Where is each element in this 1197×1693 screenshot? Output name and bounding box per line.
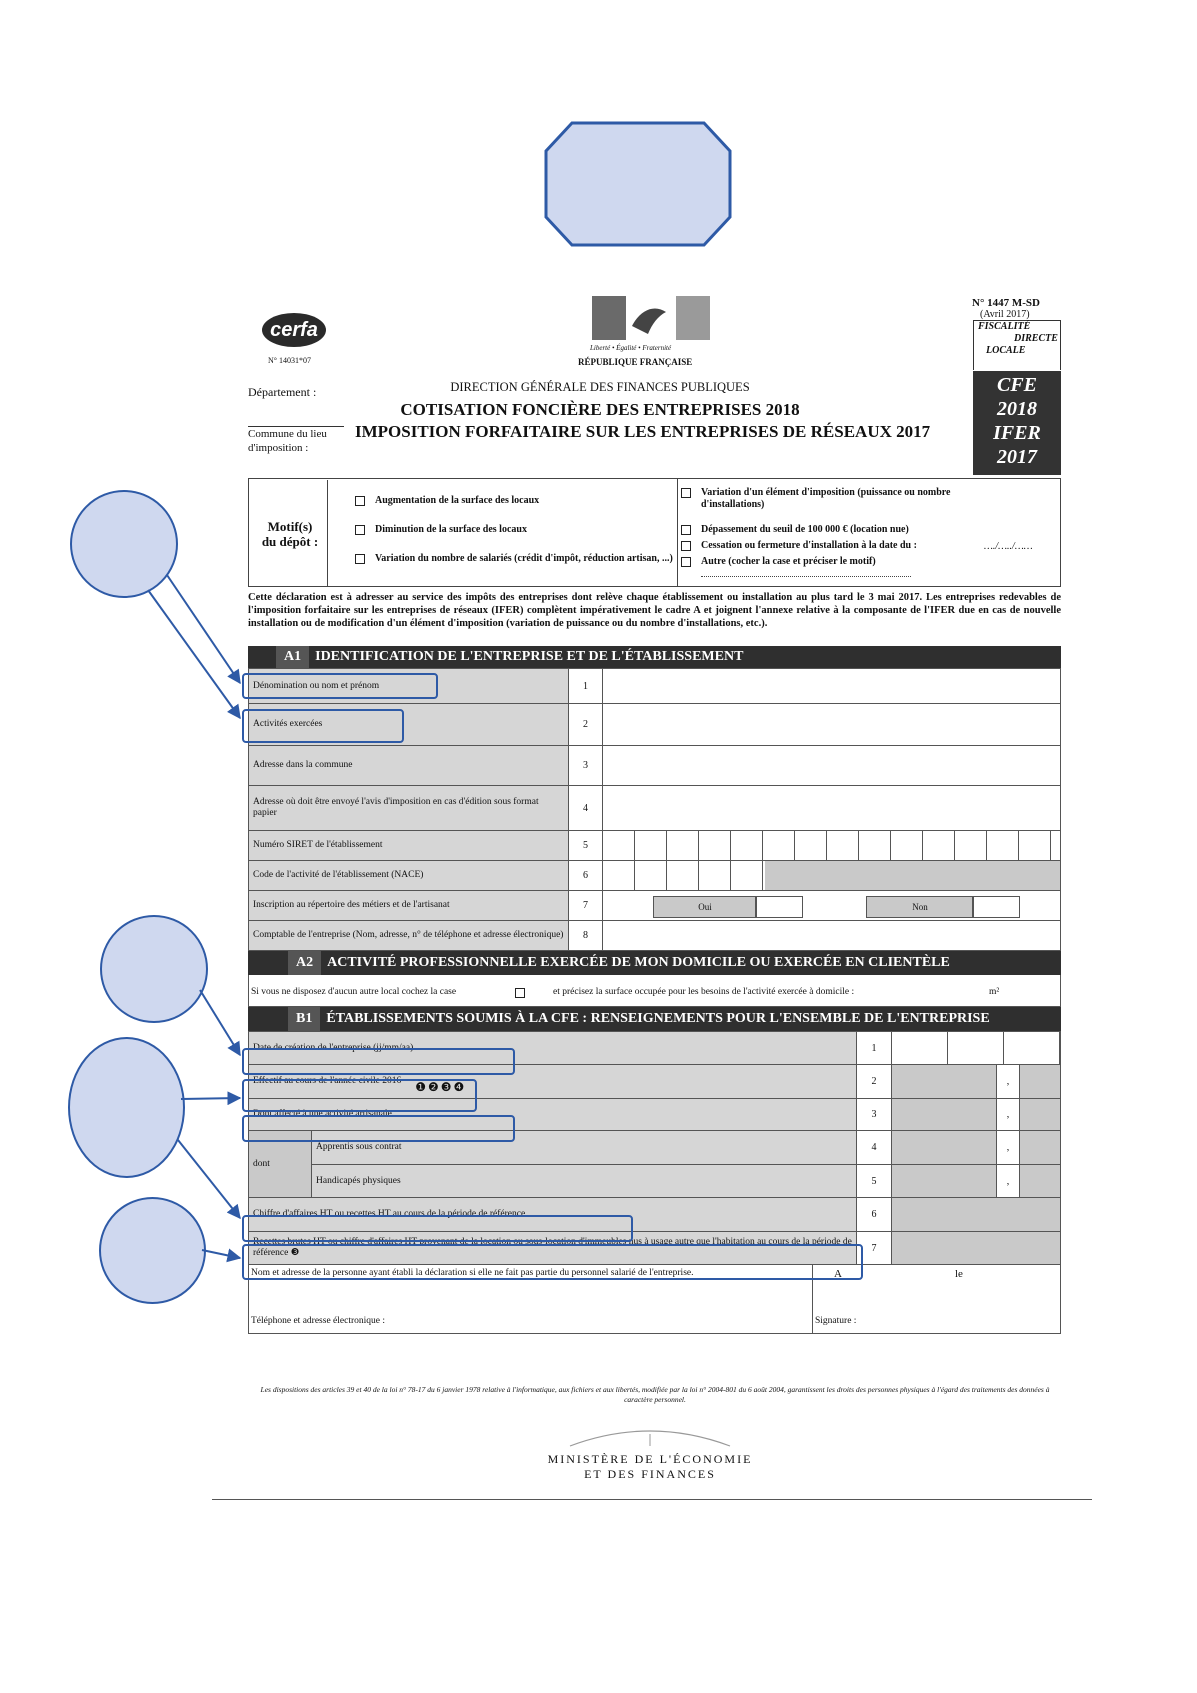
row-label-text: Effectif au cours de l'année civile 2016 (253, 1076, 402, 1086)
ministry-line: ET DES FINANCES (584, 1467, 716, 1481)
row-label: Code de l'activité de l'établissement (NACE) (249, 861, 569, 890)
a2-text-right: et précisez la surface occupée pour les besoins de l'activité exercée à domicile : (553, 987, 855, 997)
row-number: 1 (857, 1032, 892, 1064)
row-number: 3 (857, 1099, 892, 1130)
row-label: Inscription au répertoire des métiers et de l'artisanat (249, 891, 569, 920)
row-label: Apprentis sous contrat (312, 1131, 857, 1164)
section-title: ÉTABLISSEMENTS SOUMIS À LA CFE : RENSEIGNEMENTS POUR L'ENSEMBLE DE L'ENTREPRISE (326, 1011, 990, 1026)
row-number: 7 (569, 891, 603, 920)
ministry-line: MINISTÈRE DE L'ÉCONOMIE (547, 1452, 753, 1466)
fiscal-line: DIRECTE (1014, 333, 1058, 344)
row-number: 1 (569, 669, 603, 703)
row-label: Date de création de l'entreprise (jj/mm/aa) (249, 1032, 857, 1064)
motif-option-label: Dépassement du seuil de 100 000 € (location nue) (701, 524, 909, 535)
non-label: Non (866, 896, 974, 918)
motif-option-label: Autre (cocher la case et préciser le motif) (701, 556, 876, 567)
section-code: B1 (288, 1007, 320, 1031)
badge-line: IFER (993, 422, 1041, 444)
a2-text-left: Si vous ne disposez d'aucun autre local cochez la case (251, 987, 457, 997)
cerfa-number: N° 14031*07 (268, 356, 311, 365)
place-label: A (834, 1268, 842, 1280)
republic-label: RÉPUBLIQUE FRANÇAISE (578, 357, 693, 367)
section-code: A2 (288, 951, 321, 975)
row-number: 6 (569, 861, 603, 890)
row-label: Handicapés physiques (312, 1165, 857, 1197)
row-number: 2 (569, 704, 603, 745)
section-code: A1 (276, 646, 309, 668)
form-date: (Avril 2017) (980, 309, 1030, 320)
cfe-title: COTISATION FONCIÈRE DES ENTREPRISES 2018 (400, 400, 800, 419)
fiscal-line: LOCALE (986, 345, 1026, 356)
legal-footer: Les dispositions des articles 39 et 40 de la loi n° 78-17 du 6 janvier 1978 relative à l'informatique, aux fichiers et aux libertés, modifiée par la loi n° 2004-801 du 6 août 2004, garantissent les droits des personnes physiques à l'égard des traitements des données à caractère personnel. (260, 1385, 1050, 1404)
row-number: 8 (569, 921, 603, 950)
row-label: Numéro SIRET de l'établissement (249, 831, 569, 860)
row-number: 4 (569, 786, 603, 830)
section-title: IDENTIFICATION DE L'ENTREPRISE ET DE L'ÉTABLISSEMENT (315, 649, 744, 664)
dont-label: dont (248, 1130, 312, 1198)
fiscal-line: FISCALITÉ (978, 321, 1031, 332)
surface-unit: m² (989, 987, 1000, 997)
phone-email-label: Téléphone et adresse électronique : (251, 1316, 385, 1326)
ministry-label (500, 1452, 800, 1482)
direction-title: DIRECTION GÉNÉRALE DES FINANCES PUBLIQUES (450, 380, 750, 394)
declarant-label: Nom et adresse de la personne ayant établi la déclaration si elle ne fait pas partie du personnel salarié de l'entreprise. (251, 1268, 694, 1278)
row-number: 2 (857, 1065, 892, 1098)
row-number: 7 (857, 1232, 892, 1264)
row-number: 6 (857, 1198, 892, 1231)
row-label: Recettes brutes HT ou chiffre d'affaires HT provenant de la location ou sous-location d'immeubles nus à usage autre que l'habitation au cours de la période de référence ❸ (249, 1232, 857, 1264)
arrow (178, 1140, 240, 1218)
row-number: 5 (857, 1165, 892, 1197)
motif-option-label: Variation du nombre de salariés (crédit d'impôt, réduction artisan, ...) (375, 553, 673, 564)
section-title: ACTIVITÉ PROFESSIONNELLE EXERCÉE DE MON DOMICILE OU EXERCÉE EN CLIENTÈLE (327, 955, 950, 970)
cessation-date-blank[interactable]: …./…../…… (984, 541, 1033, 552)
decimal-comma: , (997, 1065, 1020, 1098)
arrow (202, 1250, 240, 1258)
oui-label: Oui (653, 896, 757, 918)
motif-option-label: Diminution de la surface des locaux (375, 524, 527, 535)
signature-label: Signature : (815, 1316, 857, 1326)
motif-option-label: Variation d'un élément d'imposition (puissance ou nombre d'installations) (701, 487, 951, 510)
footer-rule (212, 1499, 1092, 1500)
notice-text: Cette déclaration est à adresser au service des impôts des entreprises dont relève chaque établissement ou installation au plus tard le 3 mai 2017. Les entreprises redevables de l'imposition forfaitaire sur les entreprises de réseaux (IFER) complètent impérativement le cadre A et joignent l'annexe relative à la composante de l'IFER due en cas de nouvelle installation ou de modification d'un élément d'imposition (variation de puissance ou du nombre d'installations, etc.). (248, 592, 1061, 629)
decimal-comma: , (997, 1099, 1020, 1130)
decimal-comma: , (997, 1165, 1020, 1197)
motif-option-label: Cessation ou fermeture d'installation à la date du : (701, 540, 917, 551)
row-label: Dénomination ou nom et prénom (249, 669, 569, 703)
row-label: Comptable de l'entreprise (Nom, adresse, n° de téléphone et adresse électronique) (249, 921, 569, 950)
motif-label: Motif(s) du dépôt : (261, 519, 319, 549)
badge-line: 2018 (997, 398, 1037, 420)
row-number: 5 (569, 831, 603, 860)
arrow (200, 990, 240, 1055)
row-label: Dont affecté à une activité artisanale (249, 1099, 857, 1130)
row-label: Chiffre d'affaires HT ou recettes HT au cours de la période de référence (249, 1198, 857, 1231)
ministry-emblem (560, 1420, 740, 1450)
ifer-title: IMPOSITION FORFAITAIRE SUR LES ENTREPRISES DE RÉSEAUX 2017 (355, 422, 931, 441)
row-number: 4 (857, 1131, 892, 1164)
note-marks: ❶❷❸❹ (415, 1080, 467, 1094)
arrow (181, 1098, 240, 1099)
motif-option-label: Augmentation de la surface des locaux (375, 495, 540, 506)
decimal-comma: , (997, 1131, 1020, 1164)
badge-line: 2017 (997, 446, 1037, 468)
badge-line: CFE (996, 374, 1038, 396)
arrow (148, 590, 240, 718)
row-number: 3 (569, 746, 603, 785)
row-label: Adresse dans la commune (249, 746, 569, 785)
commune-label: Commune du lieu d'imposition : (248, 426, 344, 455)
departement-label: Département : (248, 385, 317, 399)
row-label: Adresse où doit être envoyé l'avis d'imposition en cas d'édition sous format papier (249, 786, 569, 830)
motto: Liberté • Égalité • Fraternité (590, 344, 672, 352)
date-label: le (955, 1268, 963, 1280)
form-number: N° 1447 M-SD (972, 297, 1040, 309)
cerfa-logo: cerfa (262, 313, 326, 347)
row-label: Activités exercées (249, 704, 569, 745)
